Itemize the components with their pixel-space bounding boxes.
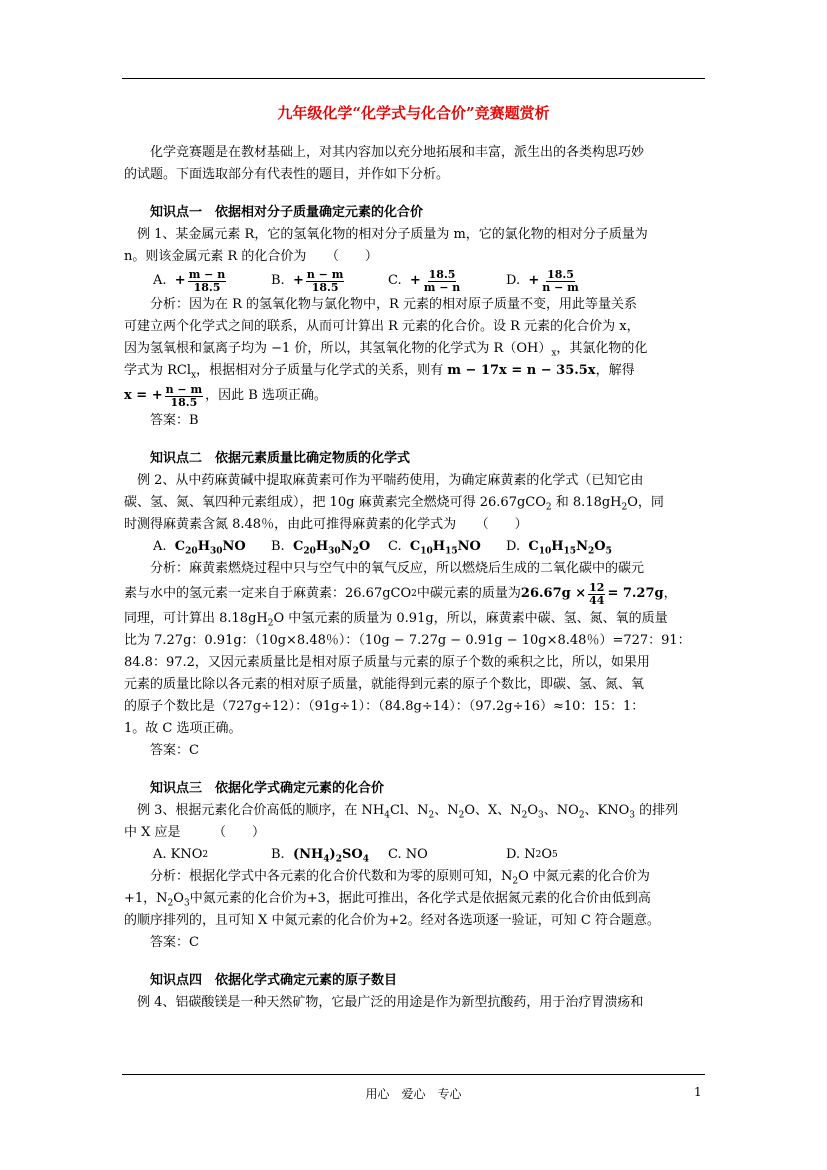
option-a: A. KNO 2 [153,847,209,862]
option-b: B. $C_{20}H_{30}N_2O$ [271,539,371,557]
example-1-question-line-2: n。则该金属元素 R 的化合价为 （ ） [124,249,378,264]
example-1-answer: 答案：B [150,413,199,428]
intro-line-1: 化学竞赛题是在教材基础上，对其内容加以充分地拓展和丰富，派生出的各类构思巧妙 [150,145,645,160]
example-2-options [124,536,704,558]
option-d-fraction: $\frac{18.5}{n - m}$ [542,267,579,294]
page-footer: 用心 爱心 专心 [365,1087,462,1101]
example-2-question-line-1: 例 2、从中药麻黄碱中提取麻黄素可作为平喘药使用，为确定麻黄素的化学式（已知它由 [137,473,644,488]
section-3-heading: 知识点三 依据化学式确定元素的化合价 [150,781,385,796]
option-c: C. NO [388,847,428,862]
example-2-question-line-3: 时测得麻黄素含氮 8.48％，由此可推得麻黄素的化学式为 （ ） [124,517,528,532]
example-3-answer: 答案：C [150,935,199,950]
example-2-analysis-line-8: 1。故 C 选项正确。 [124,721,242,736]
section-2-heading: 知识点二 依据元素质量比确定物质的化学式 [150,451,411,466]
option-c: C. + $\frac{18.5}{m - n}$ [388,267,461,294]
example-2-analysis-line-2: 素与水中的氢元素一定来自于麻黄素：26.67gCO 2 中碳元素的质量为 26.67g × $\frac{12}{44}$ = 7.27g ， [124,580,677,607]
option-a: A. + $\frac{m - n}{18.5}$ [153,267,226,294]
example-2-analysis-line-5: 84.8：97.2，又因元素质量比是相对原子质量与元素的原子个数的乘积之比，所以，如果用 [124,655,650,670]
option-a: A. $C_{20}H_{30}NO$ [153,539,246,557]
option-a-fraction: $\frac{m - n}{18.5}$ [188,267,226,294]
option-d: D. $C_{10}H_{15}N_2O_5$ [506,539,612,557]
equation: m − 17x = n − 35.5x [447,363,596,378]
example-1-analysis-line-3: 因为氢氧根和氯离子均为 −1 价，所以，其氢氧化物的化学式为 $R(OH)_x$，其氯化物的化 [124,341,648,359]
example-4-question-line-1: 例 4、铝碳酸镁是一种天然矿物，它最广泛的用途是作为新型抗酸药，用于治疗胃溃疡和 [137,995,644,1010]
example-2-analysis-line-6: 元素的质量比除以各元素的相对原子质量，就能得到元素的原子个数比，即碳、氢、氮、氧 [124,677,645,692]
option-c-fraction: $\frac{18.5}{m - n}$ [423,267,461,294]
option-d: D. N 2 O 5 [506,847,558,862]
page-title: 九年级化学“化学式与化合价”竞赛题赏析 [277,104,550,122]
section-1-heading: 知识点一 依据相对分子质量确定元素的化合价 [150,205,424,220]
example-3-question-line-1: 例 3、根据元素化合价高低的顺序，在 $NH_4Cl$、$N_2$、$N_2O$、X、$N_2O_3$、$NO_2$、$KNO_3$ 的排列 [137,803,679,821]
example-3-options [124,844,704,866]
example-2-answer: 答案：C [150,743,199,758]
example-2-analysis-line-1: 分析：麻黄素燃烧过程中只与空气中的氧气反应，所以燃烧后生成的二氧化碳中的碳元 [150,561,645,576]
example-2-question-line-2: 碳、氢、氮、氧四种元素组成），把 10g 麻黄素完全燃烧可得 26.67gCO$_2$ 和 $8.18gH_2O$，同 [124,495,664,513]
example-1-analysis-line-2: 可建立两个化学式之间的联系，从而可计算出 R 元素的化合价。设 R 元素的化合价为 x， [124,319,640,334]
page-number: 1 [694,1085,702,1099]
solution-fraction: $\frac{n - m}{18.5}$ [165,382,203,409]
option-b: B. $(NH_4)_2SO_4$ [271,847,369,865]
example-2-analysis-line-3: 同理，可计算出 $8.18gH_2O$ 中氢元素的质量为 0.91g，所以，麻黄素中碳、氢、氮、氧的质量 [124,611,668,629]
example-3-analysis-line-1: 分析：根据化学式中各元素的化合价代数和为零的原则可知，$N_2O$ 中氮元素的化合价为 [150,869,650,887]
header-rule [122,78,705,79]
example-1-question-line-1: 例 1、某金属元素 R，它的氢氧化物的相对分子质量为 m，它的氯化物的相对分子质量为 [137,227,648,242]
section-4-heading: 知识点四 依据化学式确定元素的原子数目 [150,973,398,988]
carbon-fraction: $\frac{12}{44}$ [589,580,605,607]
example-3-question-line-2: 中 X 应是 （ ） [124,825,266,840]
option-b-fraction: $\frac{n - m}{18.5}$ [306,267,344,294]
example-3-analysis-line-3: 的顺序排列的，且可知 X 中氮元素的化合价为+2。经对各选项逐一验证，可知 C 符合题意。 [124,913,660,928]
document-body [124,142,704,1014]
footer-rule [122,1074,705,1075]
example-2-analysis-line-7: 的原子个数比是（727g÷12）：（91g÷1）：（84.8g÷14）：（97.2g÷16）≈10：15：1： [124,699,645,714]
option-c: C. $C_{10}H_{15}NO$ [388,539,481,557]
example-1-analysis-line-1: 分析：因为在 R 的氢氧化物与氯化物中，R 元素的相对原子质量不变，用此等量关系 [150,297,637,312]
example-3-analysis-line-2: +1，$N_2O_3$中氮元素的化合价为+3，据此可推出，各化学式是依据氮元素的化合价由低到高 [124,891,651,909]
option-b: B. + $\frac{n - m}{18.5}$ [271,267,344,294]
example-1-solution: x = + $\frac{n - m}{18.5}$ ，因此 B 选项正确。 [124,382,327,409]
example-1-analysis-line-4: 学式为 RCl$_x$，根据相对分子质量与化学式的关系，则有 m − 17x = n − 35.5x，解得 [124,363,635,381]
example-2-analysis-line-4: 比为 7.27g：0.91g：（10g×8.48％）：（10g − 7.27g − 0.91g − 10g×8.48％）=727：91： [124,633,691,648]
example-1-options [124,268,704,294]
intro-line-2: 的试题。下面选取部分有代表性的题目，并作如下分析。 [124,167,450,182]
option-d: D. + $\frac{18.5}{n - m}$ [506,267,579,294]
